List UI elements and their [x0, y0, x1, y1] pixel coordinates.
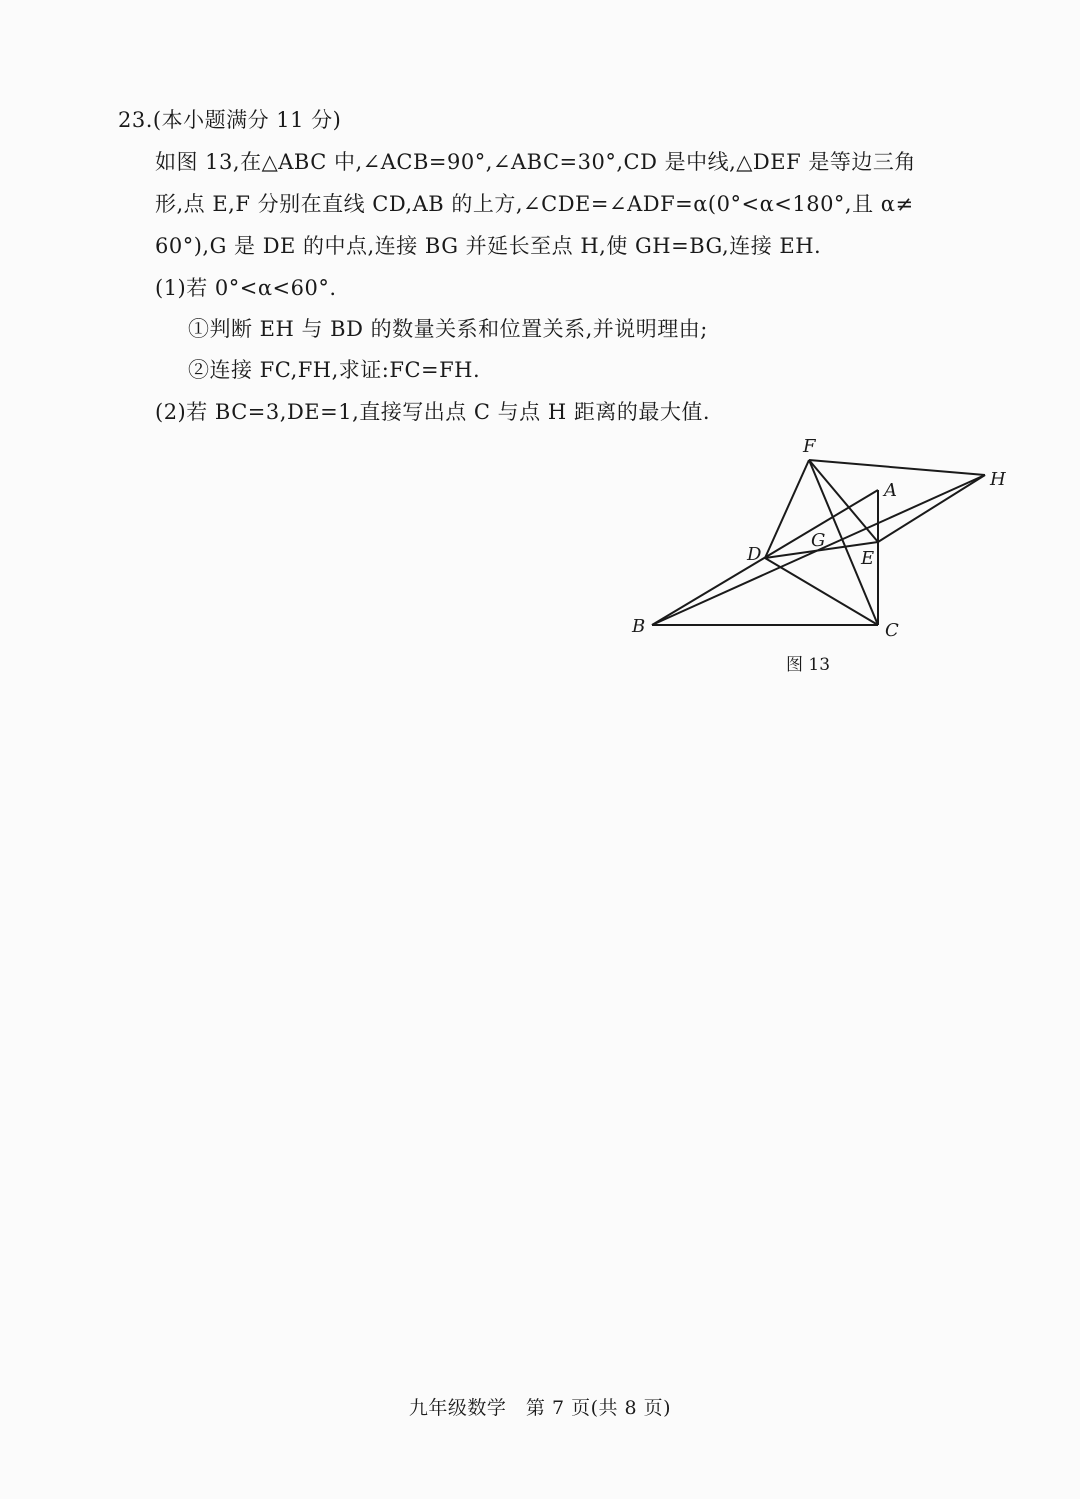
label-f: F	[803, 436, 816, 457]
label-e: E	[861, 548, 875, 569]
label-c: C	[885, 620, 899, 641]
question-stem-line-2: 形,点 E,F 分别在直线 CD,AB 的上方,∠CDE=∠ADF=α(0°<α<180°,且 α≠	[155, 192, 914, 216]
page-footer: 九年级数学 第 7 页(共 8 页)	[408, 1397, 672, 1419]
label-b: B	[632, 616, 646, 637]
question-stem-line-3: 60°),G 是 DE 的中点,连接 BG 并延长至点 H,使 GH=BG,连接 EH.	[155, 234, 822, 258]
label-h: H	[990, 469, 1006, 490]
part-1-item-2: ②连接 FC,FH,求证:FC=FH.	[188, 358, 481, 382]
segment-fh	[809, 460, 985, 475]
part-1-condition: (1)若 0°<α<60°.	[155, 276, 337, 300]
part-1-item-1: ①判断 EH 与 BD 的数量关系和位置关系,并说明理由;	[188, 317, 708, 341]
question-header: 23.(本小题满分 11 分)	[118, 108, 342, 132]
label-d: D	[747, 544, 762, 565]
label-a: A	[884, 480, 897, 501]
geometry-diagram	[620, 430, 1040, 680]
figure-caption: 图 13	[786, 655, 831, 675]
geometry-figure	[620, 430, 1040, 680]
question-stem-line-1: 如图 13,在△ABC 中,∠ACB=90°,∠ABC=30°,CD 是中线,△DEF 是等边三角	[155, 150, 916, 174]
part-2: (2)若 BC=3,DE=1,直接写出点 C 与点 H 距离的最大值.	[155, 400, 710, 424]
label-g: G	[811, 530, 826, 551]
